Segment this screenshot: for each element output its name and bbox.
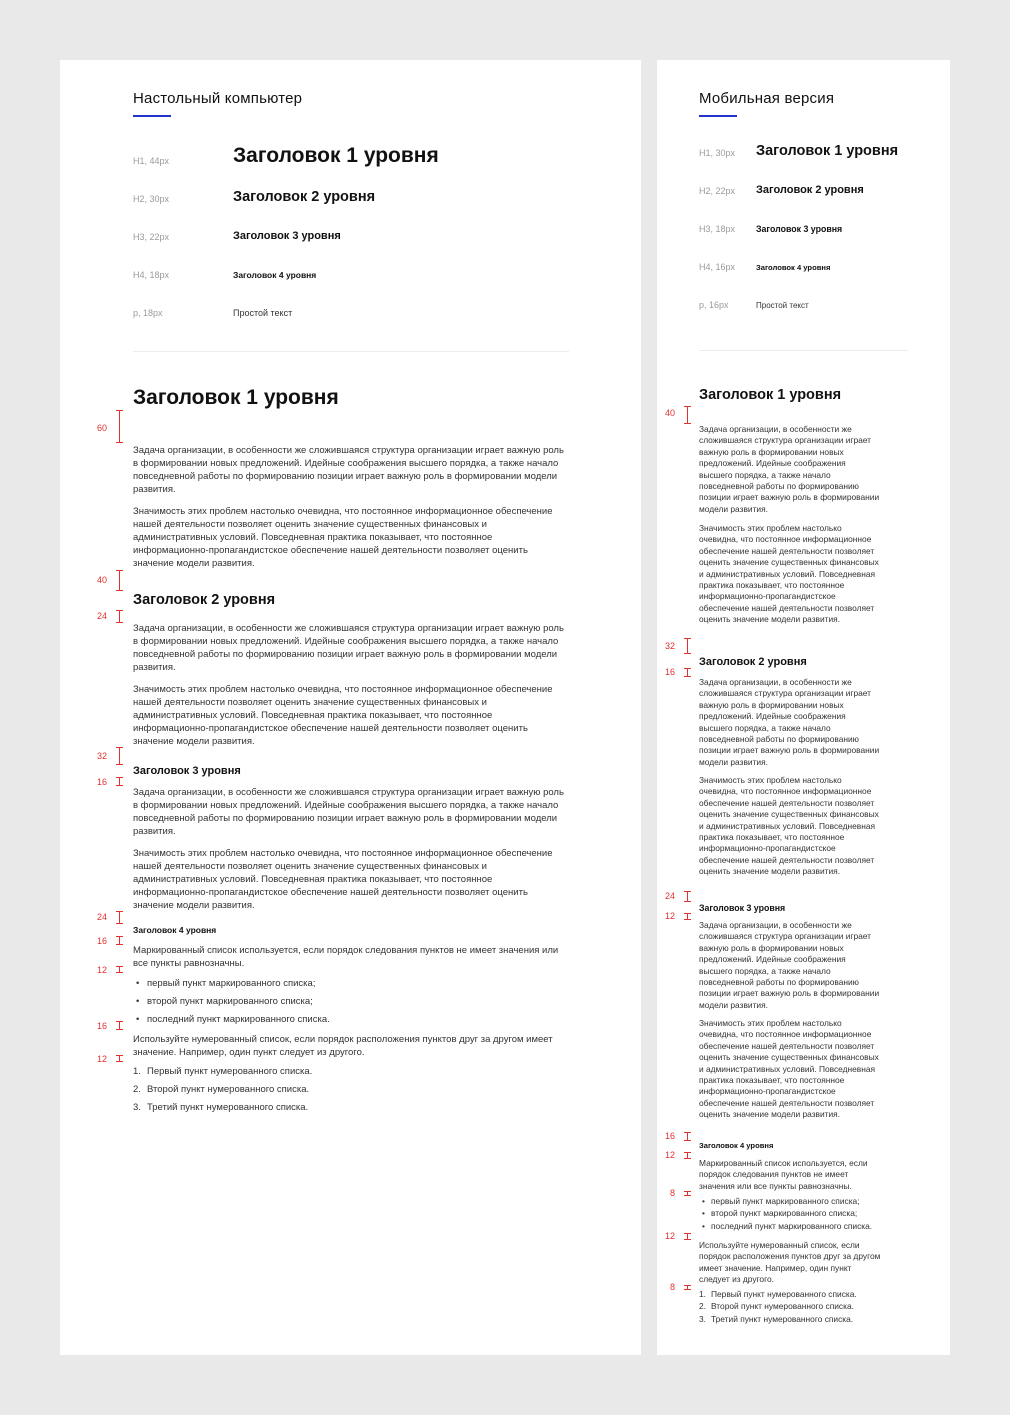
desktop-section-title: Настольный компьютер (133, 90, 303, 107)
mobile-h1: Заголовок 1 уровня (699, 387, 842, 403)
scale-label-h3: H3, 22px (133, 232, 170, 242)
mobile-h3-para1: Задача организации, в особенности же сложившаяся структура организации играет важную роль в формировании новых предложений. Идейные соображения высшего порядка, а также начало повседневной работы по формированию позиции играет важную роль в формировании модели развития. (699, 920, 880, 1010)
scale-sample-p: Простой текст (233, 308, 293, 318)
desktop-numbered-intro: Используйте нумерованный список, если порядок расположения пунктов друг за другом имеет значение. Например, один пункт следует из другого. (133, 1034, 553, 1058)
desktop-bullet-intro: Маркированный список используется, если порядок следования пунктов не имеет значения или все пункты равнозначны. (133, 945, 559, 969)
mobile-scale-sample-p: Простой текст (756, 301, 809, 310)
mobile-numbered-list (699, 1289, 857, 1326)
spacing-marker: 16 (60, 1021, 123, 1030)
spacing-marker: 24 (60, 911, 123, 924)
list-item: • первый пункт маркированного списка; (702, 1196, 860, 1206)
scale-label-p: p, 18px (133, 308, 163, 318)
mobile-bullet-intro: Маркированный список используется, если порядок следования пунктов не имеет значения или все пункты равнозначны. (699, 1158, 868, 1191)
scale-sample-h4: Заголовок 4 уровня (233, 270, 317, 280)
scale-label-h2: H2, 30px (133, 194, 170, 204)
desktop-bullet-list (133, 977, 330, 1031)
spacing-marker: 12 (60, 966, 123, 973)
list-item: • последний пункт маркированного списка. (136, 1014, 330, 1025)
spacing-marker: 8 (657, 1285, 691, 1290)
scale-sample-h1: Заголовок 1 уровня (233, 144, 439, 167)
mobile-panel (657, 60, 950, 1355)
mobile-scale-label-h1: H1, 30px (699, 148, 736, 158)
list-item: • второй пункт маркированного списка; (702, 1208, 858, 1219)
spacing-marker: 40 (60, 570, 123, 591)
mobile-scale-sample-h3: Заголовок 3 уровня (756, 224, 843, 234)
mobile-scale-label-h4: H4, 16px (699, 262, 736, 272)
desktop-divider (133, 351, 569, 352)
scale-sample-h3: Заголовок 3 уровня (233, 230, 341, 242)
desktop-panel (60, 60, 641, 1355)
scale-label-h1: H1, 44px (133, 156, 170, 166)
desktop-h2-para2: Значимость этих проблем настолько очевидна, что постоянное информационное обеспечение нашей деятельности позволяет оценить значение существенных финансовых и административных условий. Повседневная практика показывает, что постоянное информационно-пропагандистское обеспечение нашей деятельности позволяет оценить значение модели развития. (133, 684, 553, 747)
mobile-scale-label-p: p, 16px (699, 300, 729, 310)
scale-label-h4: H4, 18px (133, 270, 170, 280)
spacing-marker: 60 (60, 410, 123, 443)
desktop-h1-para2: Значимость этих проблем настолько очевидна, что постоянное информационное обеспечение нашей деятельности позволяет оценить значение существенных финансовых и административных условий. Повседневная практика показывает, что постоянное информационно-пропагандистское обеспечение нашей деятельности позволяет оценить значение модели развития. (133, 506, 553, 569)
list-item: 3. Третий пункт нумерованного списка. (133, 1102, 309, 1113)
spacing-marker: 16 (657, 668, 691, 677)
mobile-h2: Заголовок 2 уровня (699, 656, 807, 668)
list-item: • последний пункт маркированного списка. (702, 1220, 873, 1231)
mobile-h2-para2: Значимость этих проблем настолько очевидна, что постоянное информационное обеспечение нашей деятельности позволяет оценить значение существенных финансовых и административных условий. Повседневная практика показывает, что постоянное информационно-пропагандистское обеспечение нашей деятельности позволяет оценить значение модели развития. (699, 775, 879, 877)
mobile-bullet-list (699, 1196, 872, 1233)
mobile-section-title: Мобильная версия (699, 90, 835, 107)
scale-sample-h2: Заголовок 2 уровня (233, 189, 376, 205)
mobile-scale-sample-h2: Заголовок 2 уровня (756, 184, 864, 196)
desktop-h2: Заголовок 2 уровня (133, 592, 276, 608)
spacing-marker: 32 (60, 747, 123, 765)
spacing-marker: 12 (60, 1055, 123, 1062)
list-item: 1. Первый пункт нумерованного списка. (133, 1066, 313, 1077)
spacing-marker: 12 (657, 1152, 691, 1159)
desktop-title-underline (133, 115, 171, 117)
list-item: 2. Второй пункт нумерованного списка. (699, 1301, 854, 1312)
desktop-numbered-list (133, 1065, 312, 1119)
desktop-h3-para2: Значимость этих проблем настолько очевидна, что постоянное информационное обеспечение нашей деятельности позволяет оценить значение существенных финансовых и административных условий. Повседневная практика показывает, что постоянное информационно-пропагандистское обеспечение нашей деятельности позволяет оценить значение модели развития. (133, 848, 553, 911)
mobile-scale-label-h2: H2, 22px (699, 186, 736, 196)
spacing-marker: 8 (657, 1191, 691, 1196)
spacing-marker: 24 (657, 891, 691, 902)
spacing-marker: 12 (657, 913, 691, 920)
mobile-h1-para1: Задача организации, в особенности же сложившаяся структура организации играет важную роль в формировании новых предложений. Идейные соображения высшего порядка, а также начало повседневной работы по формированию позиции играет важную роль в формировании модели развития. (699, 424, 880, 514)
mobile-scale-sample-h4: Заголовок 4 уровня (756, 263, 831, 272)
list-item: • первый пункт маркированного списка; (136, 978, 316, 989)
spacing-marker: 16 (657, 1132, 691, 1141)
spacing-marker: 24 (60, 610, 123, 623)
desktop-h2-para1: Задача организации, в особенности же сложившаяся структура организации играет важную роль в формировании новых предложений. Идейные соображения высшего порядка, а также начало повседневной работы по формированию позиции играет важную роль в формировании модели развития. (133, 623, 564, 673)
spacing-marker: 16 (60, 936, 123, 945)
mobile-h1-para2: Значимость этих проблем настолько очевидна, что постоянное информационное обеспечение нашей деятельности позволяет оценить значение существенных финансовых и административных условий. Повседневная практика показывает, что постоянное информационно-пропагандистское обеспечение нашей деятельности позволяет оценить значение модели развития. (699, 523, 879, 625)
mobile-h2-para1: Задача организации, в особенности же сложившаяся структура организации играет важную роль в формировании новых предложений. Идейные соображения высшего порядка, а также начало повседневной работы по формированию позиции играет важную роль в формировании модели развития. (699, 677, 880, 767)
list-item: 2. Второй пункт нумерованного списка. (133, 1084, 310, 1095)
desktop-h3: Заголовок 3 уровня (133, 765, 241, 777)
mobile-scale-label-h3: H3, 18px (699, 224, 736, 234)
desktop-h1-para1: Задача организации, в особенности же сложившаяся структура организации играет важную роль в формировании новых предложений. Идейные соображения высшего порядка, а также начало повседневной работы по формированию позиции играет важную роль в формировании модели развития. (133, 445, 564, 495)
spacing-marker: 32 (657, 638, 691, 654)
desktop-h4: Заголовок 4 уровня (133, 925, 217, 935)
desktop-h3-para1: Задача организации, в особенности же сложившаяся структура организации играет важную роль в формировании новых предложений. Идейные соображения высшего порядка, а также начало повседневной работы по формированию позиции играет важную роль в формировании модели развития. (133, 787, 564, 837)
mobile-numbered-intro: Используйте нумерованный список, если порядок расположения пунктов друг за другом имеет значение. Например, один пункт следует из другого. (699, 1240, 881, 1285)
list-item: 1. Первый пункт нумерованного списка. (699, 1289, 857, 1299)
mobile-h3: Заголовок 3 уровня (699, 903, 786, 913)
list-item: 3. Третий пункт нумерованного списка. (699, 1313, 854, 1324)
mobile-h4: Заголовок 4 уровня (699, 1141, 774, 1150)
spacing-marker: 12 (657, 1233, 691, 1240)
desktop-h1: Заголовок 1 уровня (133, 386, 339, 409)
mobile-h3-para2: Значимость этих проблем настолько очевидна, что постоянное информационное обеспечение нашей деятельности позволяет оценить значение существенных финансовых и административных условий. Повседневная практика показывает, что постоянное информационно-пропагандистское обеспечение нашей деятельности позволяет оценить значение модели развития. (699, 1018, 879, 1120)
spacing-marker: 16 (60, 777, 123, 786)
spacing-marker: 40 (657, 406, 691, 424)
list-item: • второй пункт маркированного списка; (136, 996, 313, 1007)
mobile-divider (699, 350, 908, 351)
mobile-scale-sample-h1: Заголовок 1 уровня (756, 143, 899, 159)
mobile-title-underline (699, 115, 737, 117)
